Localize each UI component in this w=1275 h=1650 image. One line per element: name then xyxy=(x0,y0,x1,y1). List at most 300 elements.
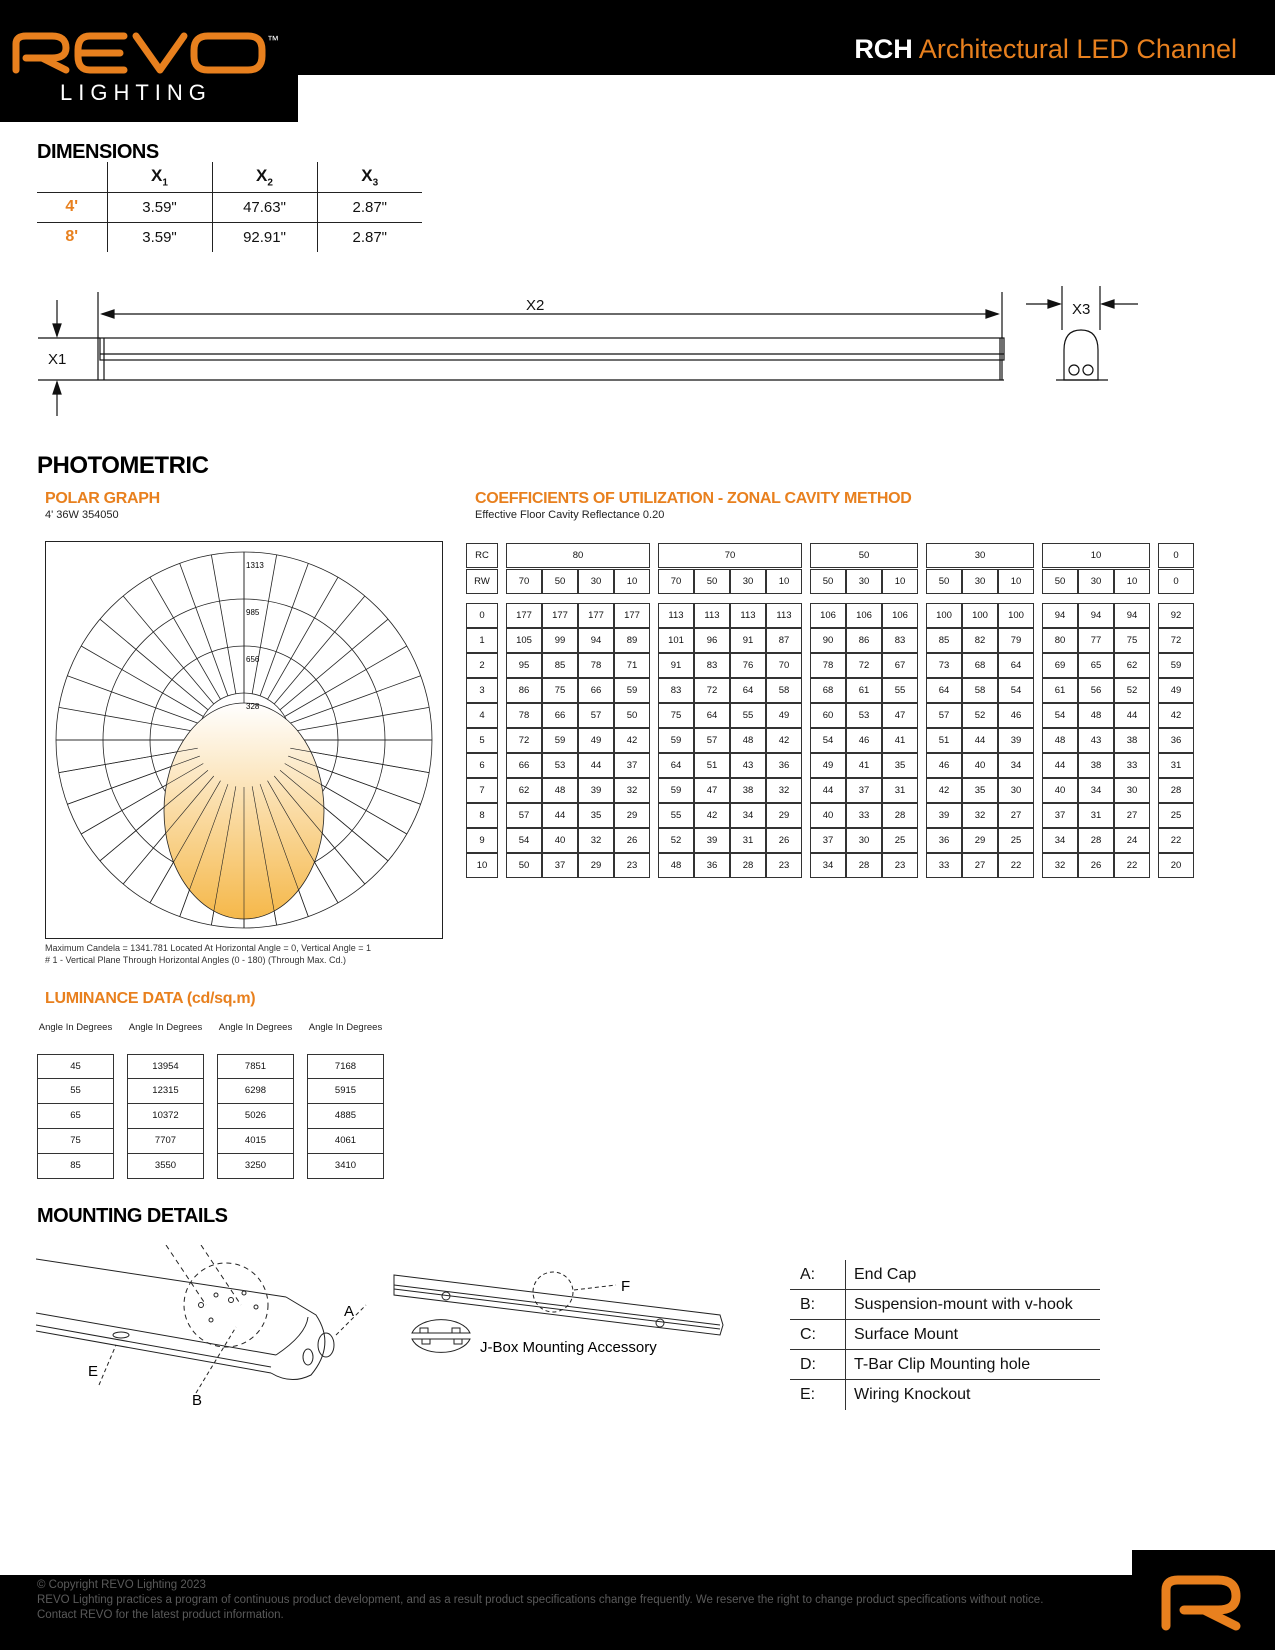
cu-value: 52 xyxy=(658,828,694,853)
cu-group-rw: 30 xyxy=(962,569,998,594)
cu-value: 36 xyxy=(1158,728,1194,753)
cu-value: 48 xyxy=(1042,728,1078,753)
cu-value: 79 xyxy=(998,628,1034,653)
cu-value: 47 xyxy=(882,703,918,728)
cu-title: COEFFICIENTS OF UTILIZATION - ZONAL CAVITY METHOD xyxy=(475,490,912,507)
cu-subtitle: Effective Floor Cavity Reflectance 0.20 xyxy=(475,509,665,521)
cu-value: 59 xyxy=(542,728,578,753)
cu-group-rw: 30 xyxy=(846,569,882,594)
cu-group-rw: 10 xyxy=(766,569,802,594)
cu-value: 52 xyxy=(1114,678,1150,703)
legend-key: D: xyxy=(800,1356,816,1373)
cu-rc-value: 9 xyxy=(466,828,498,853)
cu-value: 31 xyxy=(1158,753,1194,778)
cu-value: 58 xyxy=(962,678,998,703)
cu-value: 66 xyxy=(542,703,578,728)
polar-note-1: Maximum Candela = 1341.781 Located At Horizontal Angle = 0, Vertical Angle = 1 xyxy=(45,943,371,953)
luminance-header: Angle In Degrees xyxy=(38,1022,113,1033)
mounting-drawing-perspective xyxy=(36,1245,381,1415)
legend-key: C: xyxy=(800,1326,816,1343)
cu-value: 31 xyxy=(730,828,766,853)
cu-value: 27 xyxy=(1114,803,1150,828)
cu-value: 92 xyxy=(1158,603,1194,628)
dim-header-x2: $X_2$ xyxy=(212,162,317,192)
cu-value: 37 xyxy=(846,778,882,803)
cu-value: 55 xyxy=(882,678,918,703)
cu-value: 100 xyxy=(926,603,962,628)
cu-group-rw: 50 xyxy=(1042,569,1078,594)
cu-value: 113 xyxy=(658,603,694,628)
cu-value: 59 xyxy=(614,678,650,703)
cu-group-rw: 30 xyxy=(578,569,614,594)
cu-value: 38 xyxy=(1078,753,1114,778)
mounting-drawing-jbox xyxy=(390,1265,735,1385)
cu-value: 30 xyxy=(1114,778,1150,803)
cu-value: 48 xyxy=(730,728,766,753)
luminance-cell: 55 xyxy=(37,1079,114,1104)
cu-value: 44 xyxy=(542,803,578,828)
cu-value: 30 xyxy=(846,828,882,853)
cu-value: 50 xyxy=(506,853,542,878)
cu-value: 41 xyxy=(882,728,918,753)
cu-value: 43 xyxy=(730,753,766,778)
cu-value: 62 xyxy=(1114,653,1150,678)
cu-value: 48 xyxy=(658,853,694,878)
cu-value: 40 xyxy=(962,753,998,778)
callout-a: A xyxy=(344,1303,355,1320)
cu-group-rw: 10 xyxy=(882,569,918,594)
cu-value: 89 xyxy=(614,628,650,653)
luminance-cell: 10372 xyxy=(127,1104,204,1129)
svg-text:™: ™ xyxy=(267,33,279,47)
cu-value: 69 xyxy=(1042,653,1078,678)
legend-value: End Cap xyxy=(854,1266,917,1283)
logo xyxy=(0,0,298,122)
cu-value: 67 xyxy=(882,653,918,678)
cu-rc-value: 5 xyxy=(466,728,498,753)
cu-group-rw: 0 xyxy=(1158,569,1194,594)
luminance-cell: 85 xyxy=(37,1154,114,1179)
cu-value: 48 xyxy=(1078,703,1114,728)
legend-value: Surface Mount xyxy=(854,1326,959,1343)
dim-x2: 47.63" xyxy=(212,192,317,222)
cu-value: 27 xyxy=(962,853,998,878)
cu-value: 96 xyxy=(694,628,730,653)
luminance-column xyxy=(37,1022,114,1179)
cu-value: 51 xyxy=(926,728,962,753)
cu-value: 29 xyxy=(614,803,650,828)
cu-value: 61 xyxy=(1042,678,1078,703)
cu-value: 46 xyxy=(998,703,1034,728)
luminance-cell: 4061 xyxy=(307,1129,384,1154)
legend-value: Wiring Knockout xyxy=(854,1386,971,1403)
cu-value: 87 xyxy=(766,628,802,653)
cu-value: 42 xyxy=(766,728,802,753)
cu-value: 40 xyxy=(542,828,578,853)
cu-group-rw: 10 xyxy=(998,569,1034,594)
cu-value: 113 xyxy=(766,603,802,628)
cu-value: 34 xyxy=(1042,828,1078,853)
cu-value: 177 xyxy=(578,603,614,628)
polar-graph-subtitle: 4' 36W 354050 xyxy=(45,509,119,521)
cu-group-rw: 50 xyxy=(926,569,962,594)
cu-group-rw: 50 xyxy=(542,569,578,594)
cu-value: 32 xyxy=(578,828,614,853)
luminance-cell: 45 xyxy=(37,1054,114,1079)
luminance-cell: 13954 xyxy=(127,1054,204,1079)
cu-value: 30 xyxy=(998,778,1034,803)
cu-value: 25 xyxy=(998,828,1034,853)
revo-logo-wordmark xyxy=(12,30,282,75)
cu-group-rw: 50 xyxy=(810,569,846,594)
cu-value: 177 xyxy=(542,603,578,628)
cu-value: 82 xyxy=(962,628,998,653)
cu-value: 23 xyxy=(614,853,650,878)
cu-value: 28 xyxy=(1158,778,1194,803)
dim-header-x3: $X_3$ xyxy=(317,162,422,192)
cu-value: 94 xyxy=(1078,603,1114,628)
cu-value: 95 xyxy=(506,653,542,678)
cu-value: 42 xyxy=(1158,703,1194,728)
cu-group-rc: 80 xyxy=(506,543,650,568)
cu-group-rc: 30 xyxy=(926,543,1034,568)
cu-value: 64 xyxy=(926,678,962,703)
cu-rc-value: 6 xyxy=(466,753,498,778)
cu-value: 51 xyxy=(694,753,730,778)
cu-value: 68 xyxy=(962,653,998,678)
legend-value: Suspension-mount with v-hook xyxy=(854,1296,1073,1313)
cu-value: 54 xyxy=(506,828,542,853)
cu-value: 32 xyxy=(962,803,998,828)
luminance-cell: 3410 xyxy=(307,1154,384,1179)
cu-value: 28 xyxy=(730,853,766,878)
cu-value: 100 xyxy=(962,603,998,628)
luminance-cell: 6298 xyxy=(217,1079,294,1104)
cu-value: 106 xyxy=(810,603,846,628)
cu-group-rw: 50 xyxy=(694,569,730,594)
cu-value: 37 xyxy=(614,753,650,778)
cu-value: 34 xyxy=(1078,778,1114,803)
cu-value: 61 xyxy=(846,678,882,703)
cu-group-rw: 30 xyxy=(730,569,766,594)
label-x1: X1 xyxy=(48,351,67,368)
dimensions-table xyxy=(37,162,422,252)
cu-value: 25 xyxy=(1158,803,1194,828)
cu-value: 75 xyxy=(542,678,578,703)
legend-value: T-Bar Clip Mounting hole xyxy=(854,1356,1031,1373)
label-x2: X2 xyxy=(526,297,545,314)
cu-group-rw: 70 xyxy=(658,569,694,594)
cu-value: 22 xyxy=(1114,853,1150,878)
cu-value: 57 xyxy=(926,703,962,728)
luminance-cell: 7168 xyxy=(307,1054,384,1079)
cu-value: 44 xyxy=(1042,753,1078,778)
cu-value: 55 xyxy=(658,803,694,828)
cu-value: 78 xyxy=(810,653,846,678)
cu-value: 49 xyxy=(810,753,846,778)
cu-value: 99 xyxy=(542,628,578,653)
luminance-cell: 12315 xyxy=(127,1079,204,1104)
cu-value: 59 xyxy=(658,778,694,803)
cu-value: 47 xyxy=(694,778,730,803)
cu-value: 37 xyxy=(542,853,578,878)
luminance-header: Angle In Degrees xyxy=(218,1022,293,1033)
cu-value: 64 xyxy=(694,703,730,728)
cu-value: 25 xyxy=(882,828,918,853)
product-code: RCH xyxy=(854,34,913,64)
luminance-header: Angle In Degrees xyxy=(308,1022,383,1033)
cu-group-rw: 30 xyxy=(1078,569,1114,594)
callout-b: B xyxy=(192,1392,203,1409)
cu-rc-value: 7 xyxy=(466,778,498,803)
luminance-column xyxy=(307,1022,384,1179)
cu-value: 28 xyxy=(846,853,882,878)
luminance-cell: 4885 xyxy=(307,1104,384,1129)
callout-f: F xyxy=(621,1278,631,1295)
cu-value: 71 xyxy=(614,653,650,678)
cu-value: 32 xyxy=(614,778,650,803)
cu-value: 36 xyxy=(694,853,730,878)
cu-value: 26 xyxy=(1078,853,1114,878)
label-x3: X3 xyxy=(1072,301,1091,318)
cu-value: 72 xyxy=(1158,628,1194,653)
cu-value: 59 xyxy=(1158,653,1194,678)
cu-value: 73 xyxy=(926,653,962,678)
cu-value: 91 xyxy=(730,628,766,653)
ring-label: 656 xyxy=(246,655,260,664)
ring-label: 328 xyxy=(246,702,260,711)
cu-value: 42 xyxy=(926,778,962,803)
legend-row xyxy=(790,1380,1100,1410)
cu-value: 83 xyxy=(694,653,730,678)
cu-value: 52 xyxy=(962,703,998,728)
cu-value: 66 xyxy=(578,678,614,703)
cu-value: 39 xyxy=(998,728,1034,753)
cu-value: 68 xyxy=(810,678,846,703)
cu-value: 106 xyxy=(846,603,882,628)
cu-value: 24 xyxy=(1114,828,1150,853)
dim-header-blank xyxy=(37,162,107,192)
cu-value: 83 xyxy=(882,628,918,653)
cu-value: 26 xyxy=(766,828,802,853)
cu-value: 28 xyxy=(882,803,918,828)
jbox-label: J-Box Mounting Accessory xyxy=(480,1339,657,1356)
cu-rc-value: 4 xyxy=(466,703,498,728)
cu-value: 27 xyxy=(998,803,1034,828)
cu-value: 72 xyxy=(694,678,730,703)
cu-group-rw: 10 xyxy=(1114,569,1150,594)
cu-rc-value: 3 xyxy=(466,678,498,703)
cu-value: 39 xyxy=(578,778,614,803)
dim-x3: 2.87" xyxy=(317,222,422,252)
cu-value: 105 xyxy=(506,628,542,653)
cu-value: 44 xyxy=(810,778,846,803)
cu-value: 57 xyxy=(578,703,614,728)
cu-value: 29 xyxy=(962,828,998,853)
cu-group-rw: 70 xyxy=(506,569,542,594)
cu-value: 62 xyxy=(506,778,542,803)
cu-value: 75 xyxy=(1114,628,1150,653)
legend-key: B: xyxy=(800,1296,816,1313)
cu-value: 48 xyxy=(542,778,578,803)
logo-subtext: LIGHTING xyxy=(60,80,212,105)
cu-rc-value: 10 xyxy=(466,853,498,878)
cu-value: 23 xyxy=(766,853,802,878)
ring-label: 985 xyxy=(246,608,260,617)
cu-value: 58 xyxy=(766,678,802,703)
dim-size: 4' xyxy=(37,192,107,222)
cu-value: 34 xyxy=(730,803,766,828)
cu-value: 38 xyxy=(1114,728,1150,753)
cu-value: 39 xyxy=(926,803,962,828)
cu-group-rc: 10 xyxy=(1042,543,1150,568)
cu-value: 36 xyxy=(766,753,802,778)
luminance-cell: 3550 xyxy=(127,1154,204,1179)
legend-row xyxy=(790,1290,1100,1320)
luminance-column xyxy=(127,1022,204,1179)
cu-group-rc: 50 xyxy=(810,543,918,568)
footer-logo-tab xyxy=(1132,1550,1275,1650)
cu-group-rw: 10 xyxy=(614,569,650,594)
cu-value: 40 xyxy=(810,803,846,828)
cu-value: 70 xyxy=(766,653,802,678)
footer-text xyxy=(37,1578,1047,1623)
luminance-cell: 5915 xyxy=(307,1079,384,1104)
legend-key: A: xyxy=(800,1266,816,1283)
cu-value: 57 xyxy=(506,803,542,828)
cu-value: 90 xyxy=(810,628,846,653)
cu-value: 85 xyxy=(542,653,578,678)
cu-value: 22 xyxy=(1158,828,1194,853)
table-row xyxy=(37,222,422,252)
legend-row xyxy=(790,1350,1100,1380)
cu-value: 53 xyxy=(542,753,578,778)
cu-value: 42 xyxy=(694,803,730,828)
cu-value: 54 xyxy=(998,678,1034,703)
cu-value: 42 xyxy=(614,728,650,753)
dim-size: 8' xyxy=(65,228,79,246)
cu-value: 101 xyxy=(658,628,694,653)
dim-x3: 2.87" xyxy=(317,192,422,222)
cu-value: 53 xyxy=(846,703,882,728)
cu-value: 26 xyxy=(614,828,650,853)
cu-value: 64 xyxy=(730,678,766,703)
cu-value: 91 xyxy=(658,653,694,678)
cu-value: 72 xyxy=(506,728,542,753)
callout-e: E xyxy=(88,1363,99,1380)
cu-value: 106 xyxy=(882,603,918,628)
cu-value: 66 xyxy=(506,753,542,778)
cu-value: 23 xyxy=(882,853,918,878)
photometric-title: PHOTOMETRIC xyxy=(37,452,209,479)
dimension-drawing xyxy=(30,280,1150,420)
luminance-cell: 7707 xyxy=(127,1129,204,1154)
legend-row xyxy=(790,1320,1100,1350)
cu-rc-value: 0 xyxy=(466,603,498,628)
cu-value: 64 xyxy=(998,653,1034,678)
cu-value: 29 xyxy=(766,803,802,828)
cu-value: 32 xyxy=(1042,853,1078,878)
ring-label: 1313 xyxy=(246,561,264,570)
cu-value: 37 xyxy=(1042,803,1078,828)
luminance-cell: 5026 xyxy=(217,1104,294,1129)
cu-value: 100 xyxy=(998,603,1034,628)
luminance-cell: 75 xyxy=(37,1129,114,1154)
cu-value: 46 xyxy=(926,753,962,778)
cu-value: 28 xyxy=(1078,828,1114,853)
cu-rc-value: 8 xyxy=(466,803,498,828)
dimensions-title: DIMENSIONS xyxy=(37,141,159,163)
cu-value: 64 xyxy=(658,753,694,778)
cu-value: 83 xyxy=(658,678,694,703)
cu-value: 86 xyxy=(846,628,882,653)
cu-value: 44 xyxy=(962,728,998,753)
cu-value: 43 xyxy=(1078,728,1114,753)
cu-rw-label: RW xyxy=(466,569,498,594)
mounting-legend xyxy=(790,1260,1100,1410)
cu-value: 56 xyxy=(1078,678,1114,703)
cu-value: 85 xyxy=(926,628,962,653)
r-logo-icon xyxy=(1160,1572,1250,1632)
luminance-cell: 4015 xyxy=(217,1129,294,1154)
cu-value: 35 xyxy=(962,778,998,803)
cu-value: 78 xyxy=(578,653,614,678)
cu-value: 20 xyxy=(1158,853,1194,878)
legend-key: E: xyxy=(800,1386,816,1403)
legend-row xyxy=(790,1260,1100,1290)
cu-value: 113 xyxy=(694,603,730,628)
cu-value: 39 xyxy=(694,828,730,853)
cu-rc-value: 2 xyxy=(466,653,498,678)
cu-value: 94 xyxy=(1042,603,1078,628)
cu-value: 44 xyxy=(578,753,614,778)
cu-value: 34 xyxy=(810,853,846,878)
cu-value: 29 xyxy=(578,853,614,878)
cu-value: 35 xyxy=(578,803,614,828)
cu-value: 46 xyxy=(846,728,882,753)
cu-value: 35 xyxy=(882,753,918,778)
dim-x1: 3.59" xyxy=(107,192,212,222)
cu-value: 49 xyxy=(766,703,802,728)
mounting-title: MOUNTING DETAILS xyxy=(37,1205,228,1227)
disclaimer: REVO Lighting practices a program of continuous product development, and as a result product specifications change frequently. We reserve the right to change product specifications without notice. Contact REVO for the latest product information. xyxy=(37,1594,1044,1621)
cu-value: 22 xyxy=(998,853,1034,878)
cu-value: 31 xyxy=(882,778,918,803)
cu-value: 60 xyxy=(810,703,846,728)
polar-graph xyxy=(45,541,443,939)
cu-value: 50 xyxy=(614,703,650,728)
cu-rc-label: RC xyxy=(466,543,498,568)
cu-value: 37 xyxy=(810,828,846,853)
cu-value: 36 xyxy=(926,828,962,853)
cu-value: 113 xyxy=(730,603,766,628)
cu-value: 33 xyxy=(926,853,962,878)
document-title xyxy=(854,34,1237,65)
cu-value: 38 xyxy=(730,778,766,803)
luminance-cell: 65 xyxy=(37,1104,114,1129)
cu-value: 33 xyxy=(1114,753,1150,778)
cu-value: 177 xyxy=(506,603,542,628)
cu-value: 32 xyxy=(766,778,802,803)
cu-value: 177 xyxy=(614,603,650,628)
polar-note-2: # 1 - Vertical Plane Through Horizontal Angles (0 - 180) (Through Max. Cd.) xyxy=(45,955,346,965)
cu-value: 41 xyxy=(846,753,882,778)
dim-x2: 92.91" xyxy=(212,222,317,252)
cu-value: 80 xyxy=(1042,628,1078,653)
cu-value: 94 xyxy=(1114,603,1150,628)
cu-value: 78 xyxy=(506,703,542,728)
cu-value: 49 xyxy=(1158,678,1194,703)
